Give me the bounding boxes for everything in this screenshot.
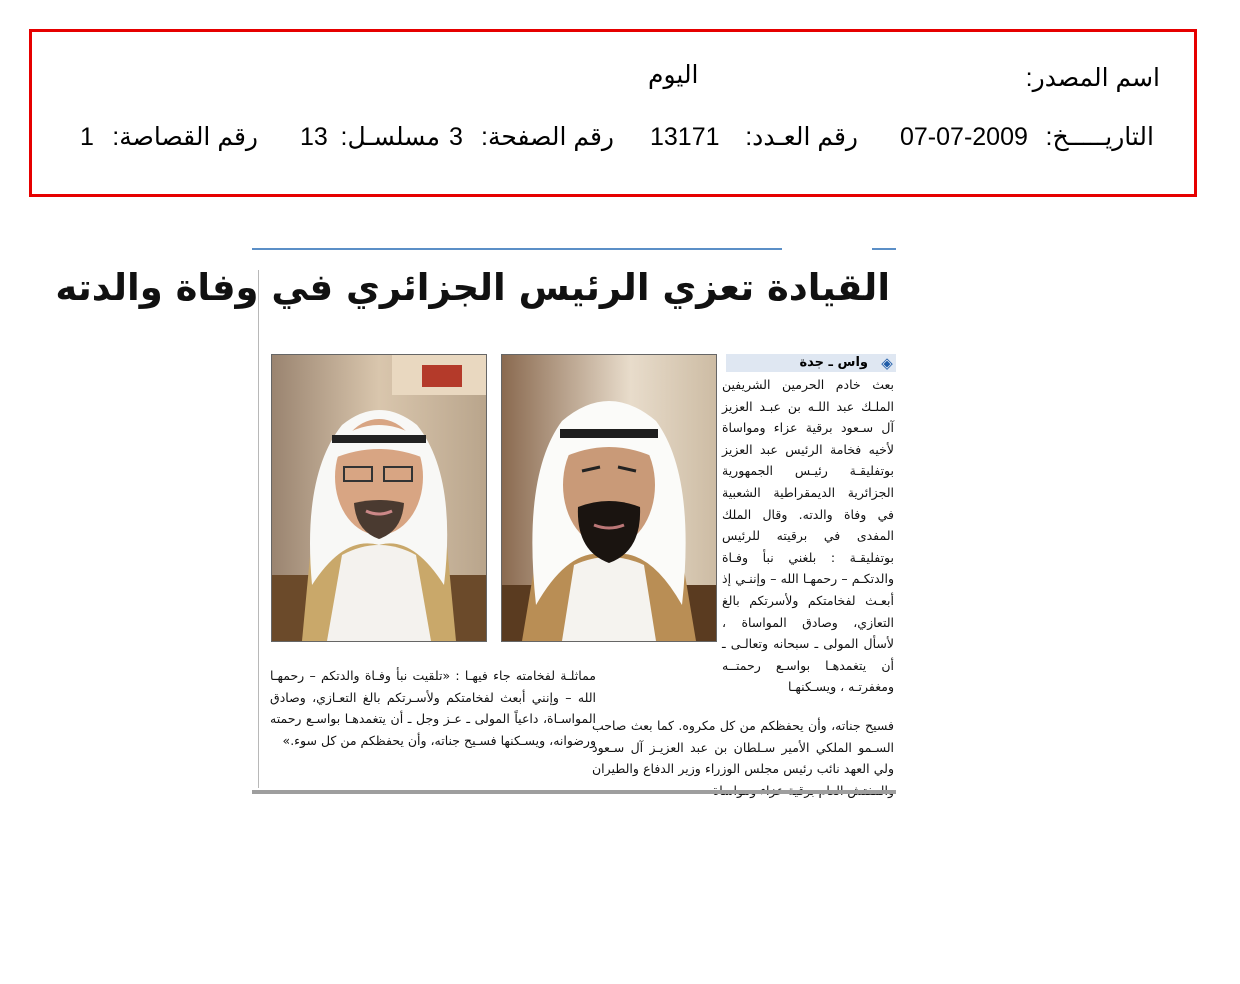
photo-right xyxy=(501,354,717,642)
portrait-left-image xyxy=(272,355,486,641)
date-label: التاريـــــخ: xyxy=(1045,123,1154,151)
top-rule xyxy=(252,248,782,250)
page-value: 3 xyxy=(449,123,463,151)
diamond-arrow-icon: ◈ xyxy=(881,354,893,372)
top-rule-end xyxy=(872,248,896,250)
issue-value: 13171 xyxy=(650,123,720,151)
bottom-rule xyxy=(252,790,896,794)
clip-value: 1 xyxy=(80,123,94,151)
metadata-box xyxy=(29,29,1197,197)
article-column-right xyxy=(722,374,894,698)
article-byline: واس ـ جدة xyxy=(799,355,868,370)
source-label: اسم المصدر: xyxy=(1025,64,1160,92)
serial-label: مسلسـل: xyxy=(340,123,440,151)
issue-label: رقم العـدد: xyxy=(745,123,858,151)
portrait-right-image xyxy=(502,355,716,641)
article-text-right: بعث خادم الحرمين الشريفين الملـك عبد اللـه بن عبـد العزيز آل سـعود برقية عزاء ومواساة لأخيه فخامة الرئيس عبد العزيز بوتفليقـة رئيـس الجمهورية الجزائرية الديمقراطية الشعبية في وفاة والدته. وقال الملك المفدى في برقيته للرئيس بوتفليقـة : بلغني نبأ وفـاة والدتكـم – رحمهـا الله – وإننـي إذ أبعـث لفخامتكم ولأسرتكم بالغ التعازي، وصادق المواساة ، لأسأل المولى ـ سبحانه وتعالـى ـ أن يتغمدهـا بواسـع رحمتــه ومغفرتـه ، ويسـكنهـا xyxy=(722,377,894,695)
left-border-line xyxy=(258,270,259,788)
page-label: رقم الصفحة: xyxy=(481,123,614,151)
article-column-wide xyxy=(592,715,894,801)
photo-left xyxy=(271,354,487,642)
byline-bar xyxy=(726,354,896,372)
clip-label: رقم القصاصة: xyxy=(112,123,258,151)
serial-value: 13 xyxy=(300,123,328,151)
article-text-left: مماثلـة لفخامته جاء فيهـا : «تلقيت نبأ وفـاة والدتكم – رحمهـا الله – وإنني أبعث لفخامتكم ولأسـرتكم بالغ التعـازي، وصادق المواسـاة، داعياً المولى ـ عـز وجل ـ أن يتغمدهـا بواسـع رحمته ورضوانه، ويسـكنها فسـيح جناته، وأن يحفظكم من كل سوء.» xyxy=(270,668,596,748)
date-value: 07-07-2009 xyxy=(900,123,1028,151)
article-column-left xyxy=(270,665,596,751)
source-value: اليوم xyxy=(648,61,699,89)
article-headline: القيادة تعزي الرئيس الجزائري في وفاة والدته xyxy=(55,266,890,309)
news-clipping xyxy=(55,248,896,796)
article-text-wide: فسيح جناته، وأن يحفظكم من كل مكروه. كما بعث صاحب السـمو الملكي الأمير سـلطان بن عبد العزيـز آل سـعود ولي العهد نائب رئيس مجلس الوزراء وزير الدفاع والطيران xyxy=(592,718,894,777)
